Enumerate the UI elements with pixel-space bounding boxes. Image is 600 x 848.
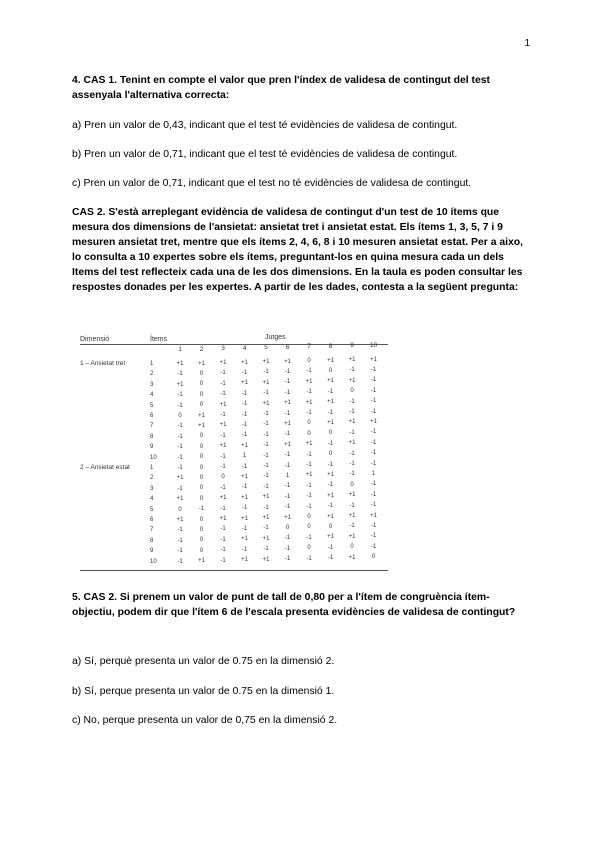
rating-cell: -1 bbox=[370, 491, 377, 498]
table-bottom-rule bbox=[80, 570, 388, 571]
rating-cell: -1 bbox=[177, 423, 183, 430]
rating-cell: -1 bbox=[241, 484, 248, 491]
rating-cell: -1 bbox=[241, 390, 248, 397]
rating-cell: +1 bbox=[219, 516, 227, 522]
rating-cell: +1 bbox=[198, 558, 205, 565]
rating-cell: 1 bbox=[285, 472, 290, 479]
rating-cell: -1 bbox=[177, 465, 183, 471]
judge-number: 3 bbox=[221, 345, 225, 352]
rating-cell: 0 bbox=[199, 391, 204, 398]
rating-cell: -1 bbox=[349, 398, 355, 405]
rating-cell: -1 bbox=[241, 463, 248, 470]
rating-cell: +1 bbox=[348, 357, 356, 363]
rating-cell: -1 bbox=[263, 473, 269, 480]
rating-cell: +1 bbox=[241, 536, 248, 543]
rating-cell: +1 bbox=[262, 379, 270, 386]
rating-cell: -1 bbox=[370, 543, 377, 550]
page-number: 1 bbox=[524, 38, 530, 49]
rating-cell: -1 bbox=[370, 481, 377, 488]
rating-cell: -1 bbox=[284, 379, 291, 386]
judges-table bbox=[80, 334, 390, 574]
rating-cell: +1 bbox=[284, 420, 291, 427]
rating-cell: +1 bbox=[370, 356, 377, 363]
rating-cell: -1 bbox=[349, 450, 355, 457]
rating-cell: -1 bbox=[327, 503, 334, 510]
rating-cell: -1 bbox=[327, 544, 334, 551]
rating-cell: 0 bbox=[199, 443, 204, 450]
rating-cell: -1 bbox=[327, 388, 334, 395]
rating-cell: -1 bbox=[220, 391, 226, 398]
rating-cell: 0 bbox=[285, 524, 290, 531]
rating-cell: -1 bbox=[370, 450, 377, 457]
rating-cell: +1 bbox=[348, 533, 356, 540]
rating-cell: +1 bbox=[262, 515, 270, 521]
judge-number: 8 bbox=[328, 342, 333, 350]
rating-cell: +1 bbox=[198, 412, 205, 419]
rating-cell: +1 bbox=[176, 475, 184, 482]
rating-cell: +1 bbox=[284, 441, 291, 448]
rating-cell: 1 bbox=[371, 470, 376, 477]
rating-cell: -1 bbox=[284, 483, 291, 490]
rating-cell: +1 bbox=[348, 513, 356, 519]
rating-cell: -1 bbox=[349, 461, 355, 467]
item-number: 6 bbox=[150, 517, 154, 523]
rating-cell: +1 bbox=[327, 534, 334, 541]
rating-cell: -1 bbox=[220, 453, 226, 460]
rating-cell: -1 bbox=[263, 421, 269, 428]
case-2-statement: CAS 2. S'està arreplegant evidència de validesa de contingut d'un test de 10 ítems que mesura dos dimensions de l'ansietat: ansietat tret i ansietat estat. Els ítems 1, 3, 5, 7 i 9 mesuren ansietat tret, mentre que els ítems 2, 4, 6, 8 i 10 mesuren ansietat estat. Per a aixo, lo consulta a 10 expertes sobre els ítems, preguntant-los en quina mesura cada un dels Items del test reflecteix cada una de les dos dimensions. En la taula es poden consultar les respostes donades per les expertes. A partir de les dades, contesta a la següent pregunta: bbox=[72, 207, 524, 293]
rating-cell: -1 bbox=[263, 525, 269, 532]
rating-cell: 0 bbox=[199, 485, 204, 492]
rating-cell: -1 bbox=[220, 526, 226, 533]
rating-cell: -1 bbox=[263, 452, 269, 459]
rating-cell: 0 bbox=[307, 420, 311, 427]
rating-cell: -1 bbox=[198, 506, 205, 513]
rating-cell: +1 bbox=[305, 472, 313, 479]
rating-cell: -1 bbox=[349, 502, 355, 509]
rating-cell: -1 bbox=[220, 464, 226, 470]
question-5-option-b: b) Sí, perque presenta un valor de 0.75 en la dimensió 1. bbox=[72, 686, 335, 697]
rating-cell: 0 bbox=[199, 370, 204, 377]
rating-cell: -1 bbox=[284, 545, 291, 552]
rating-cell: -1 bbox=[284, 535, 291, 542]
rating-cell: +1 bbox=[284, 400, 291, 407]
rating-cell: -1 bbox=[177, 444, 183, 451]
rating-cell: +1 bbox=[241, 557, 248, 564]
rating-cell: +1 bbox=[219, 422, 227, 429]
rating-cell: -1 bbox=[241, 401, 248, 408]
rating-cell: -1 bbox=[220, 547, 226, 554]
item-number: 10 bbox=[150, 558, 157, 565]
rating-cell: -1 bbox=[306, 410, 312, 416]
rating-cell: -1 bbox=[241, 525, 248, 532]
rating-cell: 0 bbox=[199, 547, 204, 554]
rating-cell: +1 bbox=[348, 377, 356, 384]
rating-cell: 0 bbox=[199, 381, 204, 388]
rating-cell: -1 bbox=[306, 503, 312, 510]
rating-cell: +1 bbox=[198, 422, 205, 429]
item-number: 2 bbox=[150, 475, 154, 482]
rating-cell: 0 bbox=[328, 367, 333, 374]
item-number: 3 bbox=[150, 381, 154, 388]
rating-cell: -1 bbox=[306, 482, 312, 489]
item-number: 7 bbox=[150, 527, 154, 534]
rating-cell: -1 bbox=[370, 533, 377, 540]
rating-cell: -1 bbox=[220, 505, 226, 512]
rating-cell: +1 bbox=[348, 440, 356, 447]
rating-cell: -1 bbox=[284, 431, 291, 438]
rating-cell: 0 bbox=[328, 430, 333, 437]
rating-cell: -1 bbox=[284, 493, 291, 500]
rating-cell: +1 bbox=[327, 357, 334, 364]
rating-cell: -1 bbox=[220, 380, 226, 387]
rating-cell: 0 bbox=[328, 451, 333, 458]
rating-cell: 0 bbox=[307, 358, 311, 364]
rating-cell: +1 bbox=[327, 492, 334, 499]
rating-cell: 0 bbox=[178, 506, 182, 513]
rating-cell: +1 bbox=[241, 494, 248, 501]
rating-cell: -1 bbox=[220, 432, 226, 439]
rating-cell: -1 bbox=[263, 431, 269, 438]
rating-cell: -1 bbox=[306, 555, 312, 562]
rating-cell: -1 bbox=[284, 368, 291, 375]
rating-cell: +1 bbox=[262, 400, 270, 407]
rating-cell: 0 bbox=[178, 413, 182, 419]
item-number: 8 bbox=[150, 433, 154, 440]
rating-cell: -1 bbox=[177, 402, 183, 409]
rating-cell: -1 bbox=[370, 439, 377, 446]
question-4-option-a: a) Pren un valor de 0,43, indicant que el test té evidències de validesa de contingut. bbox=[72, 120, 458, 131]
rating-cell: 0 bbox=[307, 524, 311, 531]
rating-cell: +1 bbox=[327, 471, 334, 478]
rating-cell: +1 bbox=[284, 358, 291, 365]
rating-cell: -1 bbox=[220, 557, 226, 564]
rating-cell: -1 bbox=[177, 392, 183, 399]
judge-number: 5 bbox=[264, 344, 268, 351]
rating-cell: -1 bbox=[241, 432, 248, 439]
rating-cell: +1 bbox=[241, 359, 248, 366]
rating-cell: -1 bbox=[284, 410, 291, 417]
judge-number: 10 bbox=[369, 341, 378, 349]
rating-cell: 0 bbox=[307, 545, 311, 552]
rating-cell: -1 bbox=[327, 409, 334, 416]
rating-cell: 0 bbox=[350, 481, 354, 488]
rating-cell: -1 bbox=[263, 369, 269, 376]
rating-cell: 0 bbox=[199, 516, 204, 523]
rating-cell: -1 bbox=[284, 389, 291, 396]
item-number: 1 bbox=[150, 465, 154, 471]
rating-cell: +1 bbox=[219, 360, 227, 366]
rating-cell: -1 bbox=[284, 462, 291, 469]
rating-cell: 0 bbox=[199, 402, 204, 409]
item-number: 5 bbox=[150, 402, 154, 409]
rating-cell: -1 bbox=[306, 534, 312, 541]
item-number: 6 bbox=[150, 413, 154, 419]
rating-cell: 0 bbox=[199, 454, 204, 461]
rating-cell: -1 bbox=[263, 411, 269, 417]
rating-cell: +1 bbox=[219, 495, 227, 502]
rating-cell: -1 bbox=[241, 421, 248, 428]
item-number: 10 bbox=[150, 454, 157, 461]
rating-cell: +1 bbox=[176, 361, 184, 367]
rating-cell: -1 bbox=[177, 558, 183, 565]
table-top-rule bbox=[80, 344, 388, 345]
dimension-label-trait: 1 – Ansietat tret bbox=[80, 360, 126, 367]
rating-cell: -1 bbox=[220, 484, 226, 491]
rating-cell: 1 bbox=[242, 453, 247, 460]
rating-cell: +1 bbox=[327, 378, 334, 385]
rating-cell: +1 bbox=[198, 360, 205, 367]
rating-cell: -1 bbox=[370, 522, 377, 529]
item-number: 1 bbox=[150, 361, 154, 367]
rating-cell: +1 bbox=[262, 494, 270, 501]
rating-cell: -1 bbox=[327, 482, 334, 489]
rating-cell: 0 bbox=[307, 430, 311, 437]
rating-cell: -1 bbox=[306, 368, 312, 375]
rating-cell: -1 bbox=[284, 556, 291, 563]
rating-cell: -1 bbox=[327, 555, 334, 562]
rating-cell: -1 bbox=[370, 502, 377, 509]
rating-cell: -1 bbox=[306, 451, 312, 458]
rating-cell: +1 bbox=[241, 380, 248, 387]
item-number: 3 bbox=[150, 485, 154, 492]
rating-cell: -1 bbox=[177, 454, 183, 461]
item-number: 9 bbox=[150, 444, 154, 451]
item-number: 4 bbox=[150, 392, 154, 399]
rating-cell: -1 bbox=[177, 537, 183, 544]
rating-cell: -1 bbox=[349, 523, 355, 530]
rating-cell: +1 bbox=[284, 514, 291, 521]
rating-cell: +1 bbox=[176, 381, 184, 388]
item-number: 4 bbox=[150, 496, 154, 503]
rating-cell: -1 bbox=[241, 411, 248, 418]
rating-cell: +1 bbox=[219, 443, 227, 450]
rating-cell: -1 bbox=[177, 371, 183, 378]
rating-cell: -1 bbox=[177, 485, 183, 492]
rating-cell: -1 bbox=[263, 504, 269, 511]
question-5-title: 5. CAS 2. Si prenem un valor de punt de tall de 0,80 per a l'ítem de congruència ítem-objectiu, podem dir que l'ítem 6 de l'escala presenta evidències de validesa de contingut? bbox=[72, 592, 516, 618]
rating-cell: 0 bbox=[199, 464, 204, 471]
rating-cell: -1 bbox=[220, 370, 226, 377]
rating-cell: -1 bbox=[263, 442, 269, 449]
rating-cell: -1 bbox=[327, 440, 334, 447]
question-4-option-b: b) Pren un valor de 0,71, indicant que el test té evidències de validesa de contingut. bbox=[72, 149, 458, 160]
rating-cell: -1 bbox=[177, 527, 183, 534]
rating-cell: -1 bbox=[241, 546, 248, 553]
table-header-items: Ítems bbox=[150, 336, 168, 343]
rating-cell: -1 bbox=[220, 412, 226, 418]
rating-cell: +1 bbox=[241, 442, 248, 449]
rating-cell: +1 bbox=[305, 399, 313, 406]
rating-cell: 0 bbox=[199, 526, 204, 533]
rating-cell: -1 bbox=[177, 548, 183, 555]
item-number: 7 bbox=[150, 423, 154, 430]
rating-cell: +1 bbox=[262, 535, 270, 542]
rating-cell: +1 bbox=[219, 401, 227, 408]
question-5-option-c: c) No, perque presenta un valor de 0,75 en la dimensió 2. bbox=[72, 715, 338, 726]
rating-cell: -1 bbox=[349, 367, 355, 374]
judge-number: 7 bbox=[307, 343, 311, 350]
rating-cell: +1 bbox=[241, 515, 248, 522]
rating-cell: 0 bbox=[199, 474, 204, 481]
rating-cell: -1 bbox=[349, 429, 355, 436]
rating-cell: 0 bbox=[371, 554, 376, 561]
rating-cell: +1 bbox=[370, 512, 377, 519]
item-number: 9 bbox=[150, 548, 154, 555]
judge-number: 1 bbox=[178, 346, 182, 353]
rating-cell: +1 bbox=[262, 556, 270, 563]
rating-cell: -1 bbox=[284, 452, 291, 459]
question-5-option-a: a) Sí, perquè presenta un valor de 0.75 en la dimensió 2. bbox=[72, 656, 335, 667]
rating-cell: +1 bbox=[241, 473, 248, 480]
rating-cell: -1 bbox=[370, 366, 377, 373]
rating-cell: +1 bbox=[348, 554, 356, 561]
rating-cell: -1 bbox=[263, 390, 269, 397]
rating-cell: -1 bbox=[349, 471, 355, 478]
rating-cell: +1 bbox=[327, 419, 334, 426]
rating-cell: +1 bbox=[348, 492, 356, 499]
rating-cell: 0 bbox=[199, 495, 204, 502]
rating-cell: -1 bbox=[263, 463, 269, 469]
table-header-judges: Jutges bbox=[265, 334, 286, 341]
table-header-dimension: Dimensió bbox=[80, 336, 110, 343]
rating-cell: -1 bbox=[370, 398, 377, 405]
judge-number: 4 bbox=[242, 344, 247, 352]
rating-cell: +1 bbox=[305, 441, 313, 448]
rating-cell: +1 bbox=[370, 418, 377, 425]
rating-cell: 0 bbox=[350, 544, 354, 551]
rating-cell: -1 bbox=[306, 493, 312, 500]
rating-cell: -1 bbox=[263, 546, 269, 553]
rating-cell: +1 bbox=[327, 399, 334, 406]
rating-cell: -1 bbox=[220, 536, 226, 543]
rating-cell: -1 bbox=[306, 389, 312, 396]
rating-cell: -1 bbox=[327, 461, 334, 468]
rating-cell: +1 bbox=[262, 359, 270, 365]
rating-cell: 0 bbox=[199, 537, 204, 544]
rating-cell: 0 bbox=[307, 514, 311, 520]
rating-cell: +1 bbox=[305, 378, 313, 385]
question-4-option-c: c) Pren un valor de 0,71, indicant que el test no té evidències de validesa de contingut. bbox=[72, 178, 472, 189]
rating-cell: -1 bbox=[349, 409, 355, 415]
item-number: 5 bbox=[150, 506, 154, 513]
rating-cell: -1 bbox=[370, 429, 377, 436]
rating-cell: 0 bbox=[199, 433, 204, 440]
rating-cell: -1 bbox=[241, 369, 248, 376]
item-number: 8 bbox=[150, 537, 154, 544]
rating-cell: -1 bbox=[263, 483, 269, 490]
rating-cell: 0 bbox=[350, 388, 354, 395]
judge-number: 6 bbox=[285, 343, 290, 351]
rating-cell: -1 bbox=[370, 387, 377, 394]
judge-number: 2 bbox=[199, 345, 204, 353]
rating-cell: +1 bbox=[176, 496, 184, 503]
rating-cell: -1 bbox=[241, 505, 248, 512]
rating-cell: 0 bbox=[328, 523, 333, 530]
rating-cell: +1 bbox=[327, 513, 334, 520]
rating-cell: -1 bbox=[177, 433, 183, 440]
rating-cell: -1 bbox=[370, 377, 377, 384]
item-number: 2 bbox=[150, 371, 154, 378]
rating-cell: -1 bbox=[306, 462, 312, 468]
rating-cell: +1 bbox=[176, 517, 184, 523]
judge-number: 9 bbox=[350, 342, 354, 349]
rating-cell: -1 bbox=[284, 504, 291, 511]
rating-cell: +1 bbox=[348, 419, 356, 426]
rating-cell: -1 bbox=[370, 460, 377, 467]
dimension-label-state: 2 – Ansietat estat bbox=[80, 464, 130, 471]
question-4-title: 4. CAS 1. Tenint en compte el valor que pren l'índex de validesa de contingut del test assenyala l'alternativa correcta: bbox=[72, 75, 490, 101]
rating-cell: -1 bbox=[370, 408, 377, 415]
rating-cell: 0 bbox=[221, 474, 225, 481]
